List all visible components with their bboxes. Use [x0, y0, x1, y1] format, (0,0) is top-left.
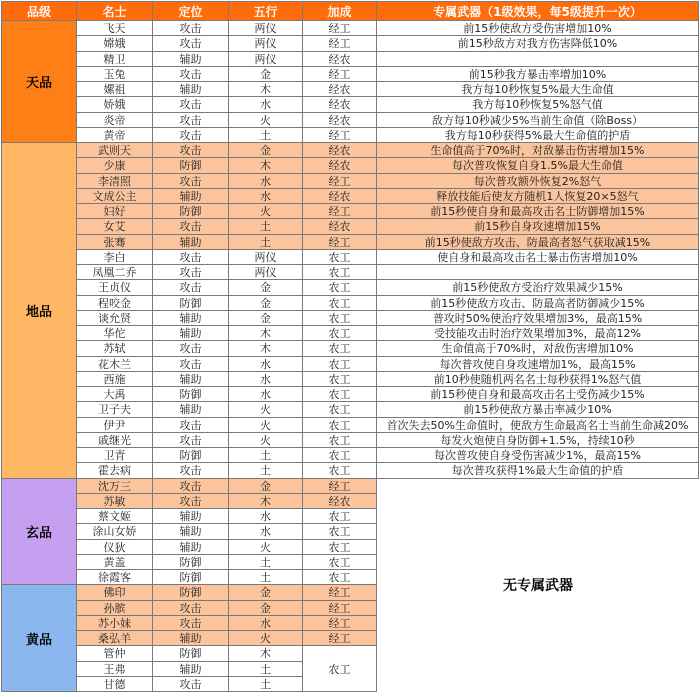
- row-bonus: 经工: [303, 479, 377, 494]
- row-role: 防御: [153, 646, 229, 661]
- row-name: 飞天: [77, 21, 153, 36]
- row-role: 攻击: [153, 97, 229, 112]
- row-role: 防御: [153, 570, 229, 585]
- grade-1: 地品: [1, 143, 77, 479]
- row-element: 火: [229, 540, 303, 555]
- row-name: 娇娥: [77, 97, 153, 112]
- row-weapon: 每次普攻使自身受伤害减少1%，最高15%: [377, 448, 699, 463]
- row-role: 辅助: [153, 82, 229, 97]
- row-name: 张骞: [77, 235, 153, 250]
- row-name: 文成公主: [77, 189, 153, 204]
- row-weapon: 使自身和最高攻击名士暴击伤害增加10%: [377, 250, 699, 265]
- row-role: 辅助: [153, 189, 229, 204]
- row-name: 妇好: [77, 204, 153, 219]
- row-role: 攻击: [153, 418, 229, 433]
- row-name: 女艾: [77, 219, 153, 234]
- row-weapon: 生命值高于70%时，对敌暴击伤害增加15%: [377, 143, 699, 158]
- row-role: 攻击: [153, 341, 229, 356]
- row-name: 沈万三: [77, 479, 153, 494]
- row-element: 水: [229, 372, 303, 387]
- row-element: 金: [229, 280, 303, 295]
- row-name: 管仲: [77, 646, 153, 661]
- row-role: 攻击: [153, 616, 229, 631]
- row-role: 攻击: [153, 21, 229, 36]
- row-element: 金: [229, 601, 303, 616]
- row-element: 水: [229, 357, 303, 372]
- row-element: 土: [229, 448, 303, 463]
- row-bonus: 经农: [303, 494, 377, 509]
- row-element: 水: [229, 174, 303, 189]
- row-bonus: 经农: [303, 113, 377, 128]
- row-element: 水: [229, 97, 303, 112]
- row-bonus: 经工: [303, 128, 377, 143]
- header-name: 名士: [77, 1, 153, 21]
- row-name: 黄盖: [77, 555, 153, 570]
- row-element: 金: [229, 479, 303, 494]
- row-element: 水: [229, 509, 303, 524]
- row-name: 精卫: [77, 52, 153, 67]
- row-name: 戚继光: [77, 433, 153, 448]
- row-role: 防御: [153, 387, 229, 402]
- row-role: 攻击: [153, 494, 229, 509]
- row-weapon: 前15秒使自身和最高攻击名士受伤减少15%: [377, 387, 699, 402]
- row-role: 攻击: [153, 113, 229, 128]
- row-element: 水: [229, 524, 303, 539]
- row-bonus: 农工: [303, 341, 377, 356]
- row-name: 嫘祖: [77, 82, 153, 97]
- row-role: 辅助: [153, 402, 229, 417]
- row-bonus: 农工: [303, 463, 377, 478]
- row-bonus: 农工: [303, 372, 377, 387]
- row-name: 黄帝: [77, 128, 153, 143]
- row-bonus: 农工: [303, 433, 377, 448]
- row-element: 木: [229, 326, 303, 341]
- row-weapon: 释放技能后使友方随机1人恢复20×5怒气: [377, 189, 699, 204]
- row-role: 攻击: [153, 677, 229, 692]
- row-element: 火: [229, 433, 303, 448]
- row-weapon: 前15秒使敌方受伤害增加10%: [377, 21, 699, 36]
- row-role: 防御: [153, 555, 229, 570]
- row-bonus: 农工: [303, 509, 377, 524]
- row-name: 苏轼: [77, 341, 153, 356]
- row-role: 攻击: [153, 67, 229, 82]
- row-bonus: 经工: [303, 174, 377, 189]
- row-element: 木: [229, 341, 303, 356]
- row-element: 火: [229, 402, 303, 417]
- row-bonus: 经工: [303, 21, 377, 36]
- row-name: 华佗: [77, 326, 153, 341]
- header-role: 定位: [153, 1, 229, 21]
- row-name: 伊尹: [77, 418, 153, 433]
- row-element: 木: [229, 494, 303, 509]
- row-role: 攻击: [153, 250, 229, 265]
- row-weapon: 前15秒使敌方暴击率减少10%: [377, 402, 699, 417]
- row-role: 辅助: [153, 540, 229, 555]
- row-name: 少康: [77, 158, 153, 173]
- row-name: 花木兰: [77, 357, 153, 372]
- row-element: 金: [229, 585, 303, 600]
- row-role: 辅助: [153, 52, 229, 67]
- no-weapon-label: 无专属武器: [503, 578, 573, 595]
- row-name: 徐霞客: [77, 570, 153, 585]
- row-role: 防御: [153, 158, 229, 173]
- row-role: 攻击: [153, 463, 229, 478]
- row-name: 卫青: [77, 448, 153, 463]
- row-weapon: 前15秒敌方对我方伤害降低10%: [377, 36, 699, 51]
- row-weapon: [377, 265, 699, 280]
- row-bonus: 农工: [303, 524, 377, 539]
- row-weapon: 前15秒使敌方攻击、防最高者怒气获取减15%: [377, 235, 699, 250]
- row-bonus: 农工: [303, 418, 377, 433]
- row-role: 攻击: [153, 219, 229, 234]
- row-weapon: 我方每10秒恢复5%怒气值: [377, 97, 699, 112]
- row-name: 程咬金: [77, 296, 153, 311]
- row-element: 金: [229, 67, 303, 82]
- row-weapon: 每发火炮使自身防御+1.5%，持续10秒: [377, 433, 699, 448]
- row-name: 苏敏: [77, 494, 153, 509]
- row-element: 土: [229, 662, 303, 677]
- row-role: 辅助: [153, 372, 229, 387]
- header-element: 五行: [229, 1, 303, 21]
- row-bonus: 农工: [303, 357, 377, 372]
- row-role: 辅助: [153, 631, 229, 646]
- row-bonus: 经农: [303, 219, 377, 234]
- row-element: 土: [229, 570, 303, 585]
- row-name: 卫子夫: [77, 402, 153, 417]
- row-bonus-merged: 农工: [303, 646, 377, 692]
- header-bonus: 加成: [303, 1, 377, 21]
- row-weapon: 生命值高于70%时，对敌伤害增加10%: [377, 341, 699, 356]
- row-element: 土: [229, 128, 303, 143]
- row-weapon: 前15秒使自身和最高攻击名士防御增加15%: [377, 204, 699, 219]
- row-role: 防御: [153, 585, 229, 600]
- row-element: 土: [229, 235, 303, 250]
- row-element: 水: [229, 387, 303, 402]
- row-name: 王贞仪: [77, 280, 153, 295]
- row-bonus: 经农: [303, 143, 377, 158]
- row-bonus: 经工: [303, 631, 377, 646]
- row-bonus: 经农: [303, 189, 377, 204]
- grade-2: 玄品: [1, 479, 77, 586]
- row-bonus: 农工: [303, 296, 377, 311]
- row-weapon: 我方每10秒恢复5%最大生命值: [377, 82, 699, 97]
- row-name: 霍去病: [77, 463, 153, 478]
- row-bonus: 农工: [303, 326, 377, 341]
- row-element: 土: [229, 219, 303, 234]
- row-name: 凤凰二乔: [77, 265, 153, 280]
- row-bonus: 农工: [303, 280, 377, 295]
- row-element: 金: [229, 143, 303, 158]
- row-element: 火: [229, 418, 303, 433]
- row-bonus: 经工: [303, 235, 377, 250]
- row-role: 攻击: [153, 128, 229, 143]
- row-bonus: 农工: [303, 387, 377, 402]
- row-bonus: 经工: [303, 36, 377, 51]
- row-name: 涂山女娇: [77, 524, 153, 539]
- row-bonus: 经农: [303, 97, 377, 112]
- grade-3: 黄品: [1, 585, 77, 692]
- row-bonus: 经工: [303, 585, 377, 600]
- row-element: 木: [229, 646, 303, 661]
- row-weapon: 前10秒使随机两名名士每秒获得1%怒气值: [377, 372, 699, 387]
- row-element: 火: [229, 631, 303, 646]
- row-weapon: 每次普攻额外恢复2%怒气: [377, 174, 699, 189]
- row-element: 金: [229, 296, 303, 311]
- row-element: 土: [229, 463, 303, 478]
- row-role: 辅助: [153, 326, 229, 341]
- row-bonus: 经工: [303, 616, 377, 631]
- row-element: 土: [229, 555, 303, 570]
- row-role: 防御: [153, 448, 229, 463]
- row-element: 火: [229, 204, 303, 219]
- row-bonus: 经工: [303, 601, 377, 616]
- row-name: 炎帝: [77, 113, 153, 128]
- row-element: 两仪: [229, 36, 303, 51]
- row-bonus: 农工: [303, 402, 377, 417]
- row-role: 辅助: [153, 524, 229, 539]
- row-bonus: 经农: [303, 158, 377, 173]
- row-role: 辅助: [153, 509, 229, 524]
- row-role: 攻击: [153, 479, 229, 494]
- row-role: 防御: [153, 204, 229, 219]
- row-name: 大禹: [77, 387, 153, 402]
- row-bonus: 经农: [303, 52, 377, 67]
- row-weapon: 首次失去50%生命值时，使敌方生命最高名士当前生命减20%: [377, 418, 699, 433]
- row-name: 桑弘羊: [77, 631, 153, 646]
- row-element: 木: [229, 158, 303, 173]
- row-role: 辅助: [153, 311, 229, 326]
- row-element: 火: [229, 113, 303, 128]
- row-element: 水: [229, 189, 303, 204]
- row-name: 甘德: [77, 677, 153, 692]
- row-weapon: 前15秒我方暴击率增加10%: [377, 67, 699, 82]
- row-bonus: 经工: [303, 67, 377, 82]
- row-weapon: 我方每10秒获得5%最大生命值的护盾: [377, 128, 699, 143]
- row-weapon: 每次普攻恢复自身1.5%最大生命值: [377, 158, 699, 173]
- row-element: 金: [229, 311, 303, 326]
- row-bonus: 农工: [303, 570, 377, 585]
- row-name: 玉兔: [77, 67, 153, 82]
- row-bonus: 农工: [303, 250, 377, 265]
- row-element: 水: [229, 616, 303, 631]
- row-bonus: 农工: [303, 265, 377, 280]
- row-weapon: 每次普攻获得1%最大生命值的护盾: [377, 463, 699, 478]
- row-weapon: [377, 52, 699, 67]
- row-name: 仪狄: [77, 540, 153, 555]
- row-element: 两仪: [229, 265, 303, 280]
- row-bonus: 农工: [303, 311, 377, 326]
- row-element: 土: [229, 677, 303, 692]
- row-weapon: 每次普攻使自身攻速增加1%，最高15%: [377, 357, 699, 372]
- header-grade: 品级: [1, 1, 77, 21]
- row-name: 谈允贤: [77, 311, 153, 326]
- row-element: 两仪: [229, 21, 303, 36]
- row-name: 苏小妹: [77, 616, 153, 631]
- row-role: 攻击: [153, 357, 229, 372]
- row-name: 王弗: [77, 662, 153, 677]
- row-role: 攻击: [153, 433, 229, 448]
- row-name: 嫦娥: [77, 36, 153, 51]
- grade-0: 天品: [1, 21, 77, 143]
- row-bonus: 经工: [303, 204, 377, 219]
- row-bonus: 农工: [303, 448, 377, 463]
- row-role: 防御: [153, 296, 229, 311]
- hero-weapon-table: [1, 1, 699, 695]
- row-name: 武则天: [77, 143, 153, 158]
- row-role: 辅助: [153, 662, 229, 677]
- row-name: 西施: [77, 372, 153, 387]
- row-weapon: 普攻时50%使治疗效果增加3%，最高15%: [377, 311, 699, 326]
- row-name: 蔡文姬: [77, 509, 153, 524]
- row-weapon: 前15秒自身攻速增加15%: [377, 219, 699, 234]
- row-role: 攻击: [153, 174, 229, 189]
- row-element: 两仪: [229, 250, 303, 265]
- row-name: 李白: [77, 250, 153, 265]
- row-element: 两仪: [229, 52, 303, 67]
- header-weapon: 专属武器（1级效果，每5级提升一次）: [377, 1, 699, 21]
- row-role: 攻击: [153, 280, 229, 295]
- row-weapon: 前15秒使敌方受治疗效果减少15%: [377, 280, 699, 295]
- row-weapon: 受技能攻击时治疗效果增加3%，最高12%: [377, 326, 699, 341]
- row-name: 佛印: [77, 585, 153, 600]
- row-bonus: 农工: [303, 540, 377, 555]
- row-role: 攻击: [153, 265, 229, 280]
- row-name: 李清照: [77, 174, 153, 189]
- row-role: 攻击: [153, 143, 229, 158]
- row-name: 孙膑: [77, 601, 153, 616]
- row-role: 辅助: [153, 235, 229, 250]
- row-bonus: 经农: [303, 82, 377, 97]
- row-element: 木: [229, 82, 303, 97]
- row-role: 攻击: [153, 601, 229, 616]
- row-bonus: 农工: [303, 555, 377, 570]
- row-role: 攻击: [153, 36, 229, 51]
- row-weapon: 敌方每10秒减少5%当前生命值（除Boss）: [377, 113, 699, 128]
- row-weapon: 前15秒使敌方攻击、防最高者防御减少15%: [377, 296, 699, 311]
